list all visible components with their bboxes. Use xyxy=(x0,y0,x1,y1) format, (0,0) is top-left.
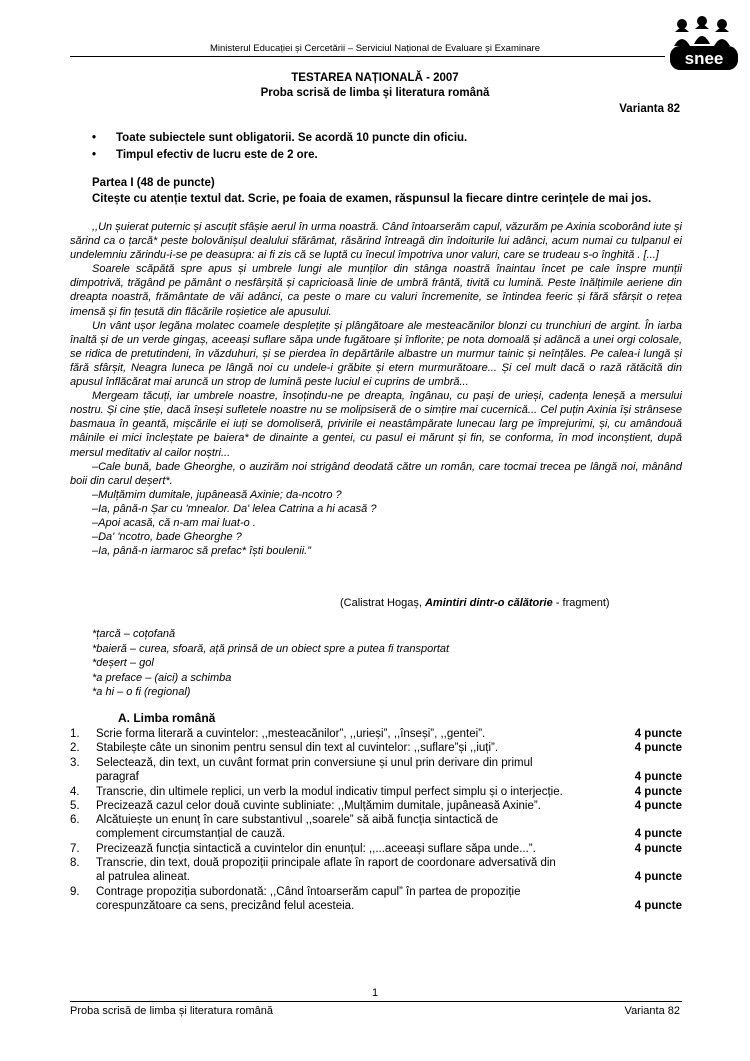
question-item xyxy=(70,741,682,755)
glossary-item: *baieră – curea, sfoară, ață prinsă de un obiect spre a putea fi transportat xyxy=(92,642,450,655)
question-points: 4 puncte xyxy=(634,900,682,912)
instructions-list xyxy=(92,132,467,166)
header-divider xyxy=(70,56,665,57)
exam-subtitle: Proba scrisă de limba și literatura română xyxy=(260,87,490,99)
question-item xyxy=(70,727,682,741)
question-number: 3. xyxy=(70,757,80,769)
question-points: 4 puncte xyxy=(634,843,682,855)
literary-text xyxy=(70,220,682,558)
question-number: 7. xyxy=(70,843,80,855)
question-item xyxy=(70,785,682,799)
question-number: 5. xyxy=(70,800,80,812)
text-paragraph: Un vânt ușor legăna molatec coamele desplețite și plângătoare ale mesteacănilor blonzi cu trunchiuri de argint. În iarba înaltă și de un verde gingaș, aceeași suflare săpa unde fugătoare și înflorite; pe nota domoală și adâncă a unei orgi colosale, se ridica de pretutindeni, în văzduhuri, și se pierdea în depărtările albastre un murmur tainic și neînțăles. Pe calea-i lungă și fără sfârșit, Neagra luneca pe lângă noi cu undele-i grăbite și etern murmurătoare... Și cel mult dacă o rază rătăcită din apusul înflăcărat mai aruncă un strop de lumină peste luciul ei cuprins de umbră... xyxy=(70,319,682,389)
question-number: 4. xyxy=(70,786,80,798)
glossary-item: *a preface – (aici) a schimba xyxy=(92,671,232,684)
glossary-item: *deșert – gol xyxy=(92,657,154,669)
question-text: Transcrie, din ultimele replici, un verb la modul indicativ timpul perfect simplu și o interjecție. xyxy=(96,786,563,798)
question-points: 4 puncte xyxy=(634,800,682,812)
variant-label: Varianta 82 xyxy=(619,103,680,115)
question-text: Stabilește câte un sinonim pentru sensul din text al cuvintelor: ,,suflare”și ,,iuți”. xyxy=(96,742,499,754)
instruction-item: • Toate subiectele sunt obligatorii. Se acordă 10 puncte din oficiu. xyxy=(92,132,467,149)
glossary-notes xyxy=(92,627,449,700)
question-text: Selectează, din text, un cuvânt format prin conversiune și unul prin derivare din primul paragraf xyxy=(96,757,533,783)
dialogue-line: –Mulțămim dumitale, jupâneasă Axinie; da-ncotro ? xyxy=(92,488,342,501)
source-title: Amintiri dintr-o călătorie xyxy=(424,597,553,609)
question-number: 8. xyxy=(70,857,80,869)
page-number: 1 xyxy=(371,987,379,999)
question-number: 2. xyxy=(70,742,80,754)
glossary-item: *a hi – o fi (regional) xyxy=(92,686,191,698)
question-text: Contrage propoziția subordonată: ,,Când întoarserăm capul” în partea de propoziție corespunzătoare ca sens, precizând felul acesteia. xyxy=(96,886,521,912)
question-item xyxy=(70,756,682,784)
question-text: Transcrie, din text, două propoziții principale aflate în raport de coordonare adversativă din al patrulea alineat. xyxy=(96,857,556,883)
question-number: 9. xyxy=(70,886,80,898)
ministry-header: Ministerul Educației și Cercetării – Serviciul Național de Evaluare și Examinare xyxy=(210,43,540,54)
question-points: 4 puncte xyxy=(634,828,682,840)
dialogue-line: –Da' 'ncotro, bade Gheorghe ? xyxy=(92,531,242,544)
question-item xyxy=(70,885,682,913)
question-number: 6. xyxy=(70,814,80,826)
question-points: 4 puncte xyxy=(634,742,682,754)
question-text: Alcătuiește un enunț în care substantivul ,,soarele” să aibă funcția sintactică de complement circumstanțial de cauză. xyxy=(96,814,499,840)
question-points: 4 puncte xyxy=(634,871,682,883)
source-suffix: - fragment) xyxy=(552,597,610,609)
question-points: 4 puncte xyxy=(634,728,682,740)
question-text: Precizează cazul celor două cuvinte subliniate: ,,Mulțămim dumitale, jupâneasă Axinie”. xyxy=(96,800,541,812)
task-instruction: Citește cu atenție textul dat. Scrie, pe foaia de examen, răspunsul la fiecare dintre cerințele de mai jos. xyxy=(92,193,652,205)
text-paragraph: Soarele scăpătă spre apus și umbrele lungi ale munților din stânga noastră înaintau încet pe cale înspre munții dimpotrivă, trăgând pe pământ o nesfârșită și capricioasă linie de umbră frântă, tivită cu lumină. Peste înălțimile aeriene din dreapta noastră, frământate de văi adânci, ca peste o mare cu valuri încremenite, se întindea feeric și fără sfârșit o rețea imensă și fin țesută din flăcările roșietice ale apusului. xyxy=(70,263,682,318)
logo-text: snee xyxy=(684,49,724,68)
question-item xyxy=(70,856,682,884)
footer-divider xyxy=(70,1001,682,1002)
dialogue-line: –Ia, până-n Șar cu 'mnealor. Da' lelea Catrina a hi acasă ? xyxy=(92,502,377,515)
glossary-item: *țarcă – coțofană xyxy=(92,628,176,640)
question-item xyxy=(70,813,682,841)
question-item xyxy=(70,799,682,813)
question-item xyxy=(70,842,682,856)
question-text: Precizează funcția sintactică a cuvintelor din enunțul: ,,...aceeași suflare săpa unde...”. xyxy=(96,843,536,855)
dialogue-line: –Apoi acasă, că n-am mai luat-o . xyxy=(92,516,256,529)
text-paragraph: –Cale bună, bade Gheorghe, o auzirăm noi strigând deodată către un român, care tocmai trecea pe lângă noi, mânând boii din carul deșert*. xyxy=(70,460,682,487)
text-paragraph: ,,Un șuierat puternic și ascuțit sfâșie aerul în urma noastră. Când întoarserăm capul, văzurăm pe Axinia scoborând iute și sărind ca o țarcă* peste bolovănișul dealului sfărâmat, răsărind întreagă din îndoiturile lui adânci, acum numai cu tulpanul ei undelemniu zărindu-i-se pe deasupra: ai fi zis că se luptă cu înecul împotriva unor valuri, care se trudeau s-o înghită . [...] xyxy=(70,221,682,262)
source-author: (Calistrat Hogaș, xyxy=(340,597,425,609)
section-a-heading: A. Limba română xyxy=(118,711,216,725)
dialogue-line: –Ia, până-n iarmaroc să prefac* îști boulenii.” xyxy=(92,545,311,558)
question-text: Scrie forma literară a cuvintelor: ,,mesteacănilor”, ,,urieși”, ,,înseși”, ,,gentei”. xyxy=(96,728,486,740)
question-points: 4 puncte xyxy=(634,771,682,783)
instruction-item: • Timpul efectiv de lucru este de 2 ore. xyxy=(92,149,467,166)
footer-title: Proba scrisă de limba și literatura română xyxy=(70,1005,273,1017)
snee-logo xyxy=(668,12,740,72)
footer-variant: Varianta 82 xyxy=(624,1005,680,1017)
text-source xyxy=(340,597,610,609)
exam-title: TESTAREA NAȚIONALĂ - 2007 xyxy=(291,72,459,84)
question-number: 1. xyxy=(70,728,80,740)
question-points: 4 puncte xyxy=(634,786,682,798)
part-heading: Partea I (48 de puncte) xyxy=(92,177,215,189)
text-paragraph: Mergeam tăcuți, iar umbrele noastre, însoțindu-ne pe dreapta, îngânau, cu pași de urieși, cadența leneșă a mersului nostru. Și cine știe, dacă înseși sufletele noastre nu se molipsiseră de o simțire mai cucernică... Cel puțin Axinia își strânsese basmaua în geantă, mișcările ei iuți se domoliseră, privirile ei neastâmpărate lunecau larg pe împrejurimi, și, cu amândouă mâinile ei mici încleștate pe baiera* de dinainte a gentei, cu pasul ei mărunt și fin, se conforma, în mod inconștient, după mersul meditativ al cailor noștri... xyxy=(70,390,682,459)
